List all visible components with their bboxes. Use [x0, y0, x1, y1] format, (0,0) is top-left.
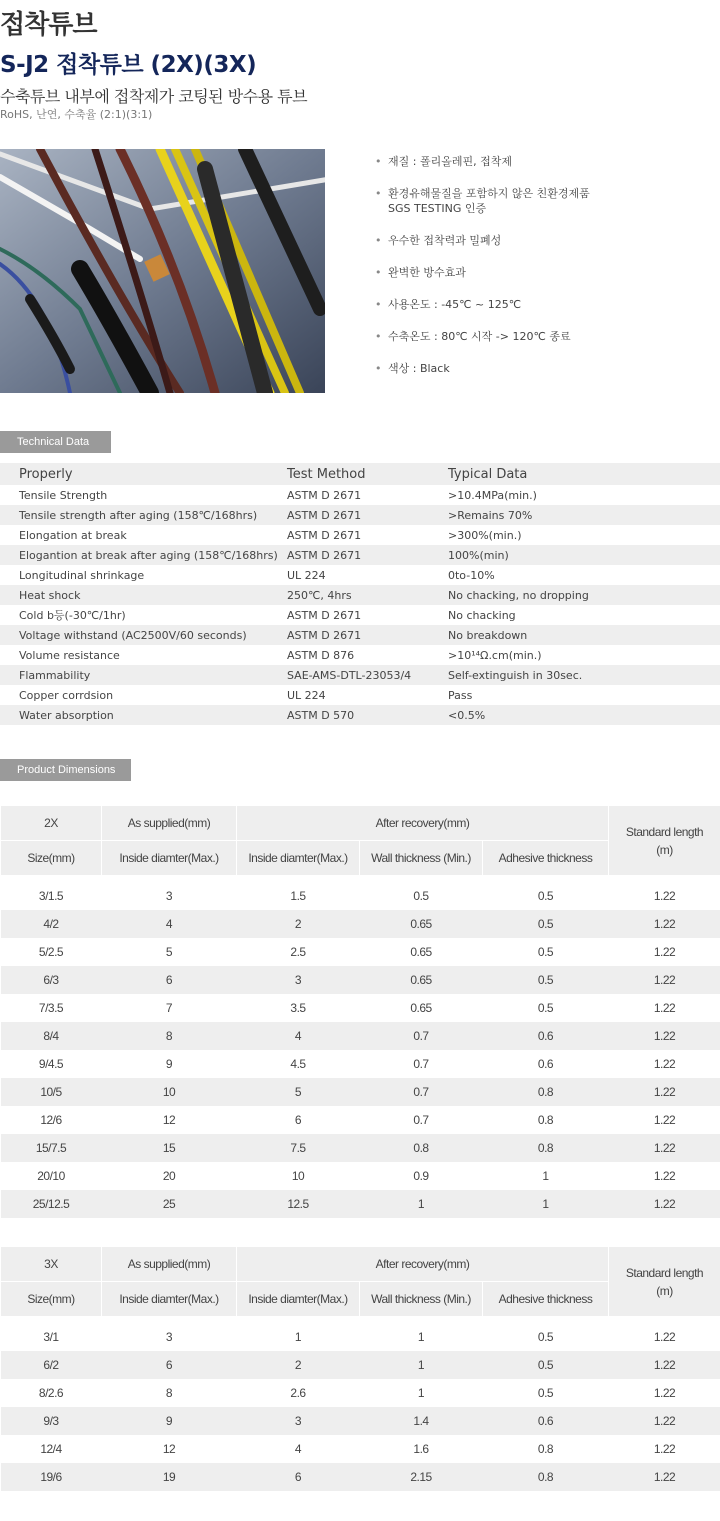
table-cell: 5/2.5 [38, 945, 64, 959]
inside-supplied-header: Inside diamter(Max.) [102, 841, 237, 876]
table-row [0, 605, 720, 625]
table-cell: 1.22 [653, 1386, 676, 1400]
standard-length-header [609, 1247, 720, 1317]
table-cell: 0.8 [483, 1078, 609, 1106]
table-cell: 10 [291, 1169, 305, 1183]
table-cell: 12/6 [40, 1113, 62, 1127]
table-cell: 4 [294, 1442, 302, 1456]
table-row [1, 1379, 720, 1407]
table-cell: 6 [237, 1463, 360, 1491]
feature-item [375, 186, 720, 216]
table-cell: 0.65 [410, 1001, 432, 1015]
table-cell: 2 [237, 1351, 360, 1379]
table-cell: 0.8 [483, 1134, 609, 1162]
product-dimensions-label: Product Dimensions [0, 759, 131, 781]
table-row [1, 1162, 720, 1190]
table-cell: 10 [102, 1078, 237, 1106]
table-cell: SAE-AMS-DTL-23053/4 [287, 668, 412, 682]
table-cell: 2.6 [290, 1386, 306, 1400]
table-cell: 0.5 [537, 889, 554, 903]
table-cell: UL 224 [287, 688, 326, 702]
table-row [0, 505, 720, 525]
type-header: 2X [1, 806, 102, 841]
table-cell: 0.7 [360, 1078, 483, 1106]
table-cell: 7 [165, 1001, 173, 1015]
table-cell: 0.65 [360, 966, 483, 994]
table-row [0, 565, 720, 585]
table-cell: 1 [483, 1190, 609, 1218]
feature-list [375, 148, 720, 376]
table-cell: 0.5 [537, 1330, 554, 1344]
size-header: Size(mm) [1, 1282, 102, 1317]
table-cell: 19 [102, 1463, 237, 1491]
table-cell: 5 [237, 1078, 360, 1106]
table-cell: 0.5 [413, 889, 429, 903]
table-cell: ASTM D 2671 [287, 608, 362, 622]
table-cell: 3.5 [290, 1001, 306, 1015]
table-cell: Elongation at break [19, 528, 127, 542]
table-cell: 0.8 [537, 1442, 554, 1456]
table-cell: 19/6 [1, 1463, 102, 1491]
table-cell: 12 [162, 1442, 176, 1456]
table-row [1, 1022, 720, 1050]
table-cell: >10¹⁴Ω.cm(min.) [448, 648, 542, 662]
table-cell: 9 [102, 1407, 237, 1435]
table-row [1, 910, 720, 938]
table-header-row [0, 463, 720, 485]
table-row [0, 705, 720, 725]
as-supplied-header: As supplied(mm) [102, 806, 237, 841]
table-cell: ASTM D 876 [287, 648, 355, 662]
table-cell: 1.22 [609, 966, 720, 994]
table-cell: 9/4.5 [38, 1057, 64, 1071]
column-header: Typical Data [448, 466, 528, 482]
feature-text: 색상 : Black [388, 362, 450, 375]
product-name: S-J2 접착튜브 (2X)(3X) [0, 52, 257, 78]
table-cell: 15 [102, 1134, 237, 1162]
feature-item [375, 361, 720, 376]
table-cell: 25/12.5 [1, 1190, 102, 1218]
table-row [0, 525, 720, 545]
table-cell: 1.22 [609, 910, 720, 938]
dimensions-table-2x [0, 805, 720, 1218]
table-cell: 0.8 [360, 1134, 483, 1162]
table-row [1, 1134, 720, 1162]
table-cell: 7/3.5 [38, 1001, 64, 1015]
table-cell: 9 [165, 1057, 173, 1071]
table-row [1, 1435, 720, 1463]
feature-text-line2: SGS TESTING 인증 [388, 202, 487, 215]
table-cell: 12.5 [237, 1190, 360, 1218]
standard-length-header [609, 806, 720, 876]
table-cell: 5 [165, 945, 173, 959]
table-cell: 1 [542, 1169, 549, 1183]
table-cell: 1.22 [609, 1351, 720, 1379]
table-cell: 3 [165, 1330, 173, 1344]
adhesive-thickness-header: Adhesive thickness [483, 841, 609, 876]
table-row [1, 1190, 720, 1218]
after-recovery-header: After recovery(mm) [237, 1247, 609, 1282]
table-cell: 0.6 [483, 1407, 609, 1435]
table-cell: 6 [294, 1113, 302, 1127]
table-cell: 1 [417, 1330, 425, 1344]
table-cell: >10.4MPa(min.) [448, 488, 537, 502]
table-row [1, 994, 720, 1022]
size-header: Size(mm) [1, 841, 102, 876]
table-row [0, 625, 720, 645]
dimensions-table-3x [0, 1246, 720, 1491]
table-cell: 1.22 [653, 1001, 676, 1015]
table-cell: 1.22 [653, 1113, 676, 1127]
table-cell: 8/2.6 [38, 1386, 64, 1400]
table-cell: 0.7 [360, 1022, 483, 1050]
table-cell: 3/1.5 [38, 889, 64, 903]
table-cell: >300%(min.) [448, 528, 522, 542]
table-cell: Longitudinal shrinkage [19, 568, 145, 582]
table-cell: 1.22 [653, 1442, 676, 1456]
table-cell: 1 [294, 1330, 302, 1344]
table-cell: 0.65 [410, 945, 432, 959]
table-row [1, 882, 720, 910]
table-cell: ASTM D 570 [287, 708, 355, 722]
table-cell: Voltage withstand (AC2500V/60 seconds) [19, 628, 247, 642]
table-cell: 100%(min) [448, 548, 509, 562]
table-cell: 1.5 [290, 889, 306, 903]
standard-length-unit: (m) [656, 842, 673, 857]
feature-item [375, 233, 720, 248]
table-row [0, 685, 720, 705]
adhesive-thickness-header: Adhesive thickness [483, 1282, 609, 1317]
table-cell: 0.5 [483, 910, 609, 938]
table-cell: 0.7 [413, 1113, 429, 1127]
inside-supplied-header: Inside diamter(Max.) [102, 1282, 237, 1317]
table-row [0, 665, 720, 685]
table-cell: <0.5% [448, 708, 486, 722]
table-cell: 3 [165, 889, 173, 903]
as-supplied-header: As supplied(mm) [102, 1247, 237, 1282]
feature-text: 우수한 접착력과 밀폐성 [388, 234, 502, 247]
table-cell: 3 [237, 966, 360, 994]
product-spec-line: RoHS, 난연, 수축율 (2:1)(3:1) [0, 108, 153, 121]
table-row [1, 1078, 720, 1106]
table-cell: 8 [165, 1386, 173, 1400]
table-cell: >Remains 70% [448, 508, 533, 522]
inside-recovered-header: Inside diamter(Max.) [237, 841, 360, 876]
table-cell: 1.22 [653, 1057, 676, 1071]
table-cell: 1.22 [609, 1407, 720, 1435]
table-cell: No chacking [448, 608, 516, 622]
table-cell: 1 [360, 1351, 483, 1379]
table-row [0, 645, 720, 665]
table-cell: 4.5 [290, 1057, 306, 1071]
table-row [1, 1351, 720, 1379]
table-cell: 1.22 [609, 1134, 720, 1162]
table-row [1, 1050, 720, 1078]
table-cell: ASTM D 2671 [287, 528, 362, 542]
inside-recovered-header: Inside diamter(Max.) [237, 1282, 360, 1317]
product-description: 수축튜브 내부에 접착제가 코팅된 방수용 튜브 [0, 87, 308, 106]
table-cell: 0.5 [537, 945, 554, 959]
table-cell: 1.22 [653, 945, 676, 959]
table-cell: 1.4 [360, 1407, 483, 1435]
table-row [0, 485, 720, 505]
header-row [1, 806, 720, 841]
table-cell: ASTM D 2671 [287, 548, 362, 562]
table-cell: No chacking, no dropping [448, 588, 589, 602]
table-cell: 1.22 [653, 889, 676, 903]
feature-text: 완벽한 방수효과 [388, 266, 466, 279]
feature-item [375, 297, 720, 312]
table-cell: 4 [102, 910, 237, 938]
table-cell: 9/3 [1, 1407, 102, 1435]
table-cell: 6 [102, 966, 237, 994]
table-cell: Self-extinguish in 30sec. [448, 668, 583, 682]
table-cell: 1.22 [609, 1463, 720, 1491]
table-cell: 0.6 [537, 1057, 554, 1071]
technical-data-table [0, 463, 720, 725]
table-cell: Heat shock [19, 588, 81, 602]
table-cell: ASTM D 2671 [287, 508, 362, 522]
table-cell: 1.22 [609, 1078, 720, 1106]
technical-data-label: Technical Data [0, 431, 111, 453]
wall-thickness-header: Wall thickness (Min.) [360, 841, 483, 876]
standard-length-label: Standard length [625, 1265, 704, 1280]
type-header: 3X [1, 1247, 102, 1282]
table-row [0, 545, 720, 565]
table-cell: Pass [448, 688, 473, 702]
table-cell: UL 224 [287, 568, 326, 582]
table-cell: 8 [102, 1022, 237, 1050]
column-header: Properly [19, 466, 73, 482]
table-cell: 0.65 [360, 910, 483, 938]
table-cell: 0to-10% [448, 568, 495, 582]
table-cell: 2.5 [290, 945, 306, 959]
table-cell: Flammability [19, 668, 91, 682]
table-cell: ASTM D 2671 [287, 628, 362, 642]
table-row [1, 1407, 720, 1435]
table-cell: 0.5 [483, 966, 609, 994]
table-cell: Water absorption [19, 708, 114, 722]
table-cell: 1 [417, 1386, 425, 1400]
table-cell: 6/3 [1, 966, 102, 994]
column-header: Test Method [287, 466, 366, 482]
table-cell: Copper corrdsion [19, 688, 114, 702]
feature-text: • 환경유해물질을 포함하지 않은 친환경제품 [388, 187, 590, 200]
table-cell: 8/4 [1, 1022, 102, 1050]
page-title: 접착튜브 [0, 10, 97, 40]
table-row [1, 1106, 720, 1134]
table-cell: Tensile strength after aging (158℃/168hrs) [19, 508, 258, 522]
table-cell: Tensile Strength [19, 488, 108, 502]
table-cell: 1 [360, 1190, 483, 1218]
table-cell: 3/1 [43, 1330, 59, 1344]
header-row [1, 1247, 720, 1282]
standard-length-unit: (m) [656, 1283, 673, 1298]
table-cell: 1.22 [609, 1022, 720, 1050]
table-cell: 2.15 [360, 1463, 483, 1491]
table-cell: 1.22 [653, 1330, 676, 1344]
table-cell: Elogantion at break after aging (158℃/168hrs) [19, 548, 278, 562]
table-cell: No breakdown [448, 628, 528, 642]
table-cell: 0.5 [537, 1386, 554, 1400]
table-cell: 0.6 [483, 1022, 609, 1050]
table-cell: 0.5 [483, 1351, 609, 1379]
table-cell: 4/2 [1, 910, 102, 938]
feature-text: 재질 : 폴리올레핀, 접착제 [388, 155, 512, 168]
table-cell: 6 [102, 1351, 237, 1379]
table-cell: 0.8 [537, 1113, 554, 1127]
feature-text: 수축온도 : 80℃ 시작 -> 120℃ 종료 [388, 330, 571, 343]
table-cell: Cold b등(-30℃/1hr) [19, 609, 126, 622]
table-cell: 6/2 [1, 1351, 102, 1379]
after-recovery-header: After recovery(mm) [237, 806, 609, 841]
feature-item [375, 329, 720, 344]
table-cell: 1.6 [413, 1442, 429, 1456]
feature-text: 사용온도 : -45℃ ~ 125℃ [388, 298, 522, 311]
product-photo [0, 149, 325, 393]
standard-length-label: Standard length [625, 824, 704, 839]
table-row [1, 1323, 720, 1351]
table-cell: 2 [237, 910, 360, 938]
table-cell: 10/5 [1, 1078, 102, 1106]
table-cell: 1.22 [609, 1190, 720, 1218]
feature-item [375, 154, 720, 169]
table-row [1, 938, 720, 966]
table-row [1, 966, 720, 994]
table-cell: 0.8 [483, 1463, 609, 1491]
table-cell: 20 [162, 1169, 176, 1183]
table-cell: 0.9 [413, 1169, 429, 1183]
table-cell: 0.7 [413, 1057, 429, 1071]
table-cell: 0.5 [537, 1001, 554, 1015]
table-cell: 20/10 [37, 1169, 65, 1183]
table-cell: 12/4 [40, 1442, 62, 1456]
table-cell: ASTM D 2671 [287, 488, 362, 502]
table-cell: 7.5 [237, 1134, 360, 1162]
wall-thickness-header: Wall thickness (Min.) [360, 1282, 483, 1317]
table-cell: 4 [237, 1022, 360, 1050]
table-cell: 250℃, 4hrs [287, 588, 352, 602]
table-cell: 15/7.5 [1, 1134, 102, 1162]
feature-item [375, 265, 720, 280]
table-row [1, 1463, 720, 1491]
table-cell: 3 [237, 1407, 360, 1435]
table-cell: 25 [102, 1190, 237, 1218]
table-row [0, 585, 720, 605]
table-cell: 12 [162, 1113, 176, 1127]
table-cell: 1.22 [653, 1169, 676, 1183]
table-cell: Volume resistance [19, 648, 120, 662]
